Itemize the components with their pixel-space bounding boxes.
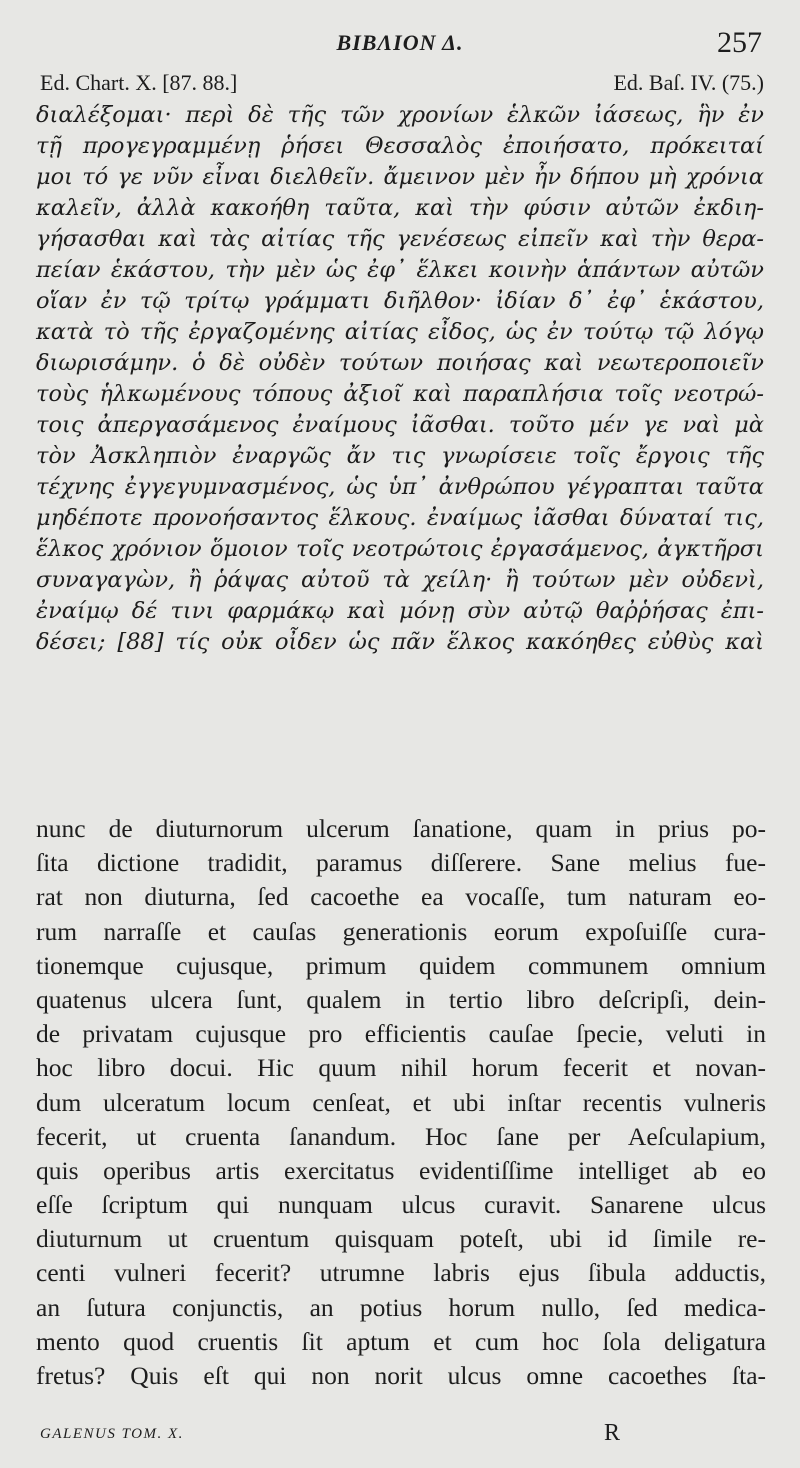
latin-line: nunc de diuturnorum ulcerum ſanatione, quam in prius po- <box>36 814 766 843</box>
greek-line: ἕλκος χρόνιον ὅμοιον τοῖς νεοτρώτοις ἐργασάμενος, ἀγκτῆρσι <box>36 536 764 562</box>
greek-line: καλεῖν, ἀλλὰ κακοήθη ταῦτα, καὶ τὴν φύσιν αὐτῶν ἐκδιη- <box>36 195 764 221</box>
latin-line: an ſutura conjunctis, an potius horum nullo, ſed medica- <box>36 1292 766 1322</box>
greek-line: ἐναίμῳ δέ τινι φαρμάκῳ καὶ μόνῃ σὺν αὐτῷ θαῤῥήσας ἐπι- <box>36 598 764 624</box>
greek-line: οἵαν ἐν τῷ τρίτῳ γράμματι διῆλθον· ἰδίαν δ᾽ ἐφ᾽ ἑκάστου, <box>36 288 764 314</box>
latin-line: quis operibus artis exercitatus evidentiſſime intelliget ab eo <box>36 1155 766 1185</box>
greek-line: κατὰ τὸ τῆς ἐργαζομένης αἰτίας εἶδος, ὡς ἐν τούτῳ τῷ λόγῳ <box>36 319 764 345</box>
greek-line: τὸν Ἀσκληπιὸν ἐναργῶς ἄν τις γνωρίσειε τοῖς ἔργοις τῆς <box>36 443 764 469</box>
greek-line: μοι τό γε νῦν εἶναι διελθεῖν. ἄμεινον μὲν ἦν δήπου μὴ χρόνια <box>36 164 764 190</box>
running-title: BIBΛΙΟΝ Δ. <box>336 30 464 55</box>
greek-line: διωρισάμην. ὁ δὲ οὐδὲν τούτων ποιήσας καὶ νεωτεροποιεῖν <box>36 350 764 376</box>
latin-line: rat non diuturna, ſed cacoethe ea vocaſſe, tum naturam eo- <box>36 882 766 912</box>
latin-line: diuturnum ut cruentum quisquam poteſt, ubi id ſimile re- <box>36 1224 766 1254</box>
latin-line: dum ulceratum locum cenſeat, et ubi inſtar recentis vulneris <box>36 1087 766 1117</box>
latin-line: rum narraſſe et cauſas generationis eorum expoſuiſſe cura- <box>36 916 766 946</box>
latin-line: tionemque cujusque, primum quidem communem omnium <box>36 950 766 980</box>
volume-label: GALENUS TOM. X. <box>40 1426 184 1442</box>
signature-mark: R <box>603 1420 620 1446</box>
greek-line: τῇ προγεγραμμένῃ ῥήσει Θεσσαλὸς ἐποιήσατο, πρόκειταί <box>36 133 764 159</box>
latin-line: fecerit, ut cruenta ſanandum. Hoc ſane per Aeſculapium, <box>36 1121 766 1151</box>
edition-reference-left: Ed. Chart. X. [87. 88.] <box>40 70 238 95</box>
greek-line: τοις ἀπεργασάμενος ἐναίμους ἰᾶσθαι. τοῦτο μέν γε ναὶ μὰ <box>36 412 764 438</box>
latin-line: quatenus ulcera ſunt, qualem in tertio libro deſcripſi, dein- <box>36 984 766 1014</box>
latin-line: fretus? Quis eſt qui non norit ulcus omne cacoethes ſta- <box>36 1361 766 1390</box>
greek-line: τοὺς ἡλκωμένους τόπους ἀξιοῖ καὶ παραπλήσια τοῖς νεοτρώ- <box>36 381 764 407</box>
greek-line: συναγαγὼν, ἢ ῥάψας αὐτοῦ τὰ χείλη· ἢ τούτων μὲν οὐδενὶ, <box>36 567 764 593</box>
latin-line: hoc libro docui. Hic quum nihil horum fecerit et novan- <box>36 1053 766 1083</box>
greek-line: δέσει; [88] τίς οὐκ οἶδεν ὡς πᾶν ἕλκος κακόηθες εὐθὺς καὶ <box>36 629 764 655</box>
latin-line: de privatam cujusque pro efficientis cauſae ſpecie, veluti in <box>36 1019 766 1049</box>
latin-line: mento quod cruentis ſit aptum et cum hoc ſola deligatura <box>36 1326 766 1356</box>
greek-line: διαλέξομαι· περὶ δὲ τῆς τῶν χρονίων ἑλκῶν ἰάσεως, ἣν ἐν <box>36 102 764 128</box>
latin-line: centi vulneri fecerit? utrumne labris ejus ſibula adductis, <box>36 1258 766 1288</box>
greek-line: μηδέποτε προνοήσαντος ἕλκους. ἐναίμως ἰᾶσθαι δύναταί τις, <box>36 505 764 531</box>
page-footer <box>40 1420 620 1447</box>
latin-line: ſita dictione tradidit, paramus diſſerere. Sane melius fue- <box>36 848 766 878</box>
latin-line: eſſe ſcriptum qui nunquam ulcus curavit. Sanarene ulcus <box>36 1190 766 1220</box>
edition-reference-right: Ed. Baſ. IV. (75.) <box>613 70 764 95</box>
greek-text-block <box>36 100 764 658</box>
page-number: 257 <box>717 26 762 59</box>
greek-line: τέχνης ἐγγεγυμνασμένος, ὡς ὑπ᾽ ἀνθρώπου γέγραπται ταῦτα <box>36 474 764 500</box>
latin-text-block <box>36 812 766 1393</box>
greek-line: πείαν ἑκάστου, τὴν μὲν ὡς ἐφ᾽ ἕλκει κοινὴν ἁπάντων αὐτῶν <box>36 257 764 283</box>
edition-references <box>40 70 764 96</box>
greek-line: γήσασθαι καὶ τὰς αἰτίας τῆς γενέσεως εἰπεῖν καὶ τὴν θερα- <box>36 226 764 252</box>
